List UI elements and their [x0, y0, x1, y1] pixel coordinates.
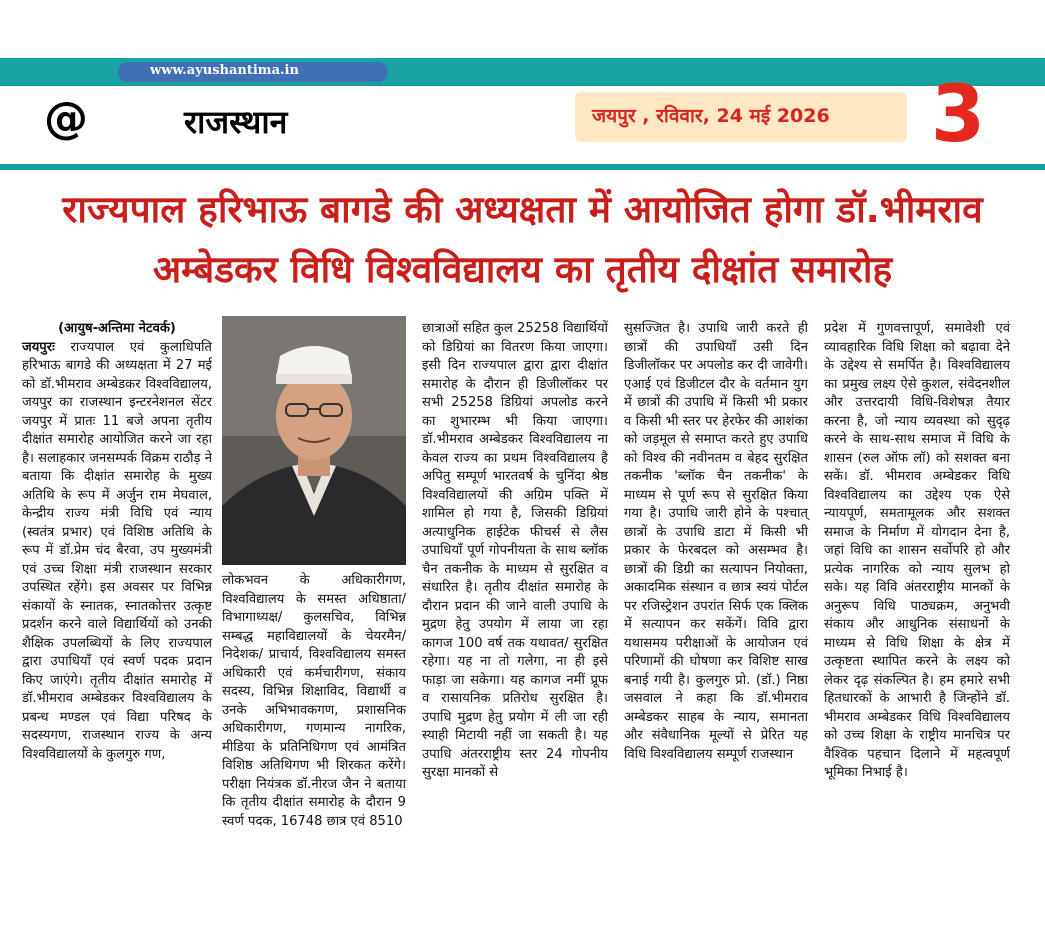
article-column-3 — [422, 320, 608, 783]
place-name: जयपुरः — [22, 339, 55, 355]
section-title: राजस्थान — [184, 103, 288, 141]
article-headline: राज्यपाल हरिभाऊ बागडे की अध्यक्षता में आयोजित होगा डॉ.भीमराव अम्बेडकर विधि विश्वविद्यालय का तृतीय दीक्षांत समारोह — [62, 188, 983, 291]
column-4-text: सुसज्जित है। उपाधि जारी करते ही छात्रों की उपाधियाँ उसी दिन डिजीलॉकर पर अपलोड कर दी जावेगी। एआई एवं डिजीटल दौर के वर्तमान युग में छात्रों की उपाधि में किसी भी प्रकार व किसी भी स्तर पर हेरफेर की आशंका को जड़मूल से समाप्त करते हुए उपाधि को विश्व की नवीनतम व बेहद सुरक्षित तकनीक 'ब्लॉक चैन तकनीक' के माध्यम से पूर्ण रूप से सुरक्षित किया गया है। उपाधि जारी होने के पश्चात् छात्रों के उपाधि डाटा में किसी भी प्रकार के फेरबदल को असम्भव है। छात्रों की डिग्री का सत्यापन नियोक्ता, अकादमिक संस्थान व छात्र स्वयं पोर्टल पर रजिस्ट्रेशन उपरांत सिर्फ एक क्लिक में सत्यापन कर सकेंगें। विवि द्वारा यथासमय परीक्षाओं के आयोजन एवं परिणामों की घोषणा कर विशिष्ट साख बनाई गयी है। कुलगुरु प्रो. (डॉ.) निष्ठा जसवाल ने कहा कि डॉ.भीमराव अम्बेडकर साहब के न्याय, समानता और संवैधानिक मूल्यों से प्रेरित यह विधि विश्वविद्यालय सम्पूर्ण राजस्थान — [624, 321, 808, 762]
column-5-text: प्रदेश में गुणवत्तापूर्ण, समावेशी एवं व्यावहारिक विधि शिक्षा को बढ़ावा देने के उद्देश्य से समर्पित है। विश्वविद्यालय का प्रमुख लक्ष्य ऐसे कुशल, संवेदनशील और उत्तरदायी विधि-विशेषज्ञ तैयार करना है, जो न्याय व्यवस्था को सुदृढ़ करने के साथ-साथ समाज में विधि के शासन (रुल ऑफ लॉ) को सशक्त बना सकें। डॉ. भीमराव अम्बेडकर विधि विश्वविद्यालय का उद्देश्य एक ऐसे न्यायपूर्ण, समतामूलक और सशक्त समाज के निर्माण में योगदान देना है, जहां विधि का शासन सर्वोपरि हो और प्रत्येक नागरिक को न्याय सुलभ हो सके। यह विवि अंतरराष्ट्रीय मानकों के अनुरूप विधि पाठ्यक्रम, अनुभवी संकाय और आधुनिक संसाधनों के माध्यम से विधि शिक्षा के क्षेत्र में उत्कृष्टता स्थापित करने के लक्ष्य को लेकर दृढ़ संकल्पित है। हम हमारे सभी हितधारकों के आभारी है जिन्होंने डॉ. भीमराव अम्बेडकर विधि विश्वविद्यालय को उच्च शिक्षा के राष्ट्रीय मानचित्र पर वैश्विक पहचान दिलाने में महत्वपूर्ण भूमिका निभाई है। — [824, 321, 1010, 780]
dateline: जयपुर , रविवार, 24 मई 2026 — [592, 105, 830, 127]
at-icon: @ — [44, 93, 88, 144]
column-2-text: लोकभवन के अधिकारीगण, विश्वविद्यालय के समस्त अधिष्ठाता/ विभागाध्यक्ष/ कुलसचिव, विभिन्न सम्बद्ध महाविद्यालयों के चेयरमैन/ निदेशक/ प्राचार्य, विश्वविद्यालय समस्त अधिकारी एवं कर्मचारीगण, संकाय सदस्य, विभिन्न शिक्षाविद, विद्यार्थी व उनके अभिभावकगण, प्रशासनिक अधिकारीगण, गणमान्य नागरिक, मीडिया के प्रतिनिधिगण एवं आमंत्रित विशिष्ठ अतिथिगण भी शिरकत करेंगे। परीक्षा नियंत्रक डॉ.नीरज जैन ने बताया कि तृतीय दीक्षांत समारोह के दौरान 9 स्वर्ण पदक, 16748 छात्र एवं 8510 — [222, 573, 406, 829]
column-3-text: छात्राओं सहित कुल 25258 विद्यार्थियों को डिग्रियां का वितरण किया जाएगा। इसी दिन राज्यपाल द्वारा द्वारा दीक्षांत समारोह के दौरान ही डिजीलॉकर पर सभी 25258 डिग्रियां अपलोड करने का शुभारम्भ भी किया जाएगा। डॉ.भीमराव अम्बेडकर विश्वविद्यालय ना केवल राज्य का प्रथम विश्वविद्यालय है अपितु सम्पूर्ण भारतवर्ष के चुनिंदा श्रेष्ठ विश्वविद्यालयों की अग्रिम पक्ति में शामिल हो गया है, जिसकी डिग्रियां अत्याधुनिक हाईटेक फीचर्स से लैस उपाधियाँ पूर्ण गोपनीयता के साथ ब्लॉक चैन तकनीक के माध्यम से सुरक्षित व संधारित है। तृतीय दीक्षांत समारोह के दौरान प्रदान की जाने वाली उपाधि के मुद्रण हेतु उपयोग में लाया जा रहा कागज 100 वर्ष तक यथावत/ सुरक्षित रहेगा। यह ना तो गलेगा, ना ही इसे फाड़ा जा सकेगा। यह कागज नमीं प्रूफ व रासायनिक प्रतिरोध सुरक्षित है। उपाधि मुद्रण हेतु प्रयोग में ली जा रही स्याही मिटायी नहीं जा सकती है। यह उपाधि अंतरराष्ट्रीय स्तर 24 गोपनीय सुरक्षा मानकों से — [422, 321, 608, 780]
header-bottom-strip — [0, 164, 1045, 170]
article-column-4 — [624, 320, 808, 764]
governor-photo — [222, 316, 406, 565]
article-column-1 — [22, 320, 212, 764]
article-column-2 — [222, 572, 406, 831]
portrait-illustration — [222, 316, 406, 565]
website-link[interactable]: www.ayushantima.in — [150, 63, 299, 78]
byline: (आयुष-अन्तिमा नेटवर्क) — [58, 321, 176, 336]
article-column-5 — [824, 320, 1010, 783]
page-number: 3 — [930, 70, 986, 160]
column-1-text: राज्यपाल एवं कुलाधिपति हरिभाऊ बागडे की अध्यक्षता में 27 मई को डॉ.भीमराव अम्बेडकर विश्वविद्यालय, जयपुर का राजस्थान इन्टरनेशनल सेंटर जयपुर में प्रातः 11 बजे अपना तृतीय दीक्षांत समारोह आयोजित करने जा रहा है। सलाहकार जनसम्पर्क विक्रम राठौड़ ने बताया कि दीक्षांत समारोह के मुख्य अतिथि के रूप में अर्जुन राम मेघवाल, केन्द्रीय राज्य मंत्री विधि एवं न्याय (स्वतंत्र प्रभार) एवं विशिष्ठ अतिथि के रूप में डॉ.प्रेम चंद बैरवा, उप मुख्यमंत्री एवं उच्च शिक्षा मंत्री राजस्थान सरकार उपस्थित रहेंगे। इस अवसर पर विभिन्न संकायों के स्नातक, स्नातकोत्तर उत्कृष्ट प्रदर्शन करने वाले विद्यार्थियों को उनकी शैक्षिक उपलब्धियों के लिए राज्यपाल द्वारा उपाधियाँ एवं स्वर्ण पदक प्रदान किए जाएंगे। तृतीय दीक्षांत समारोह में डॉ.भीमराव अम्बेडकर विश्वविद्यालय के प्रबन्ध मण्डल एवं विद्या परिषद के सदस्यगण, राजस्थान राज्य के अन्य विश्वविद्यालयों के कुलगुरु गण, — [22, 339, 212, 762]
